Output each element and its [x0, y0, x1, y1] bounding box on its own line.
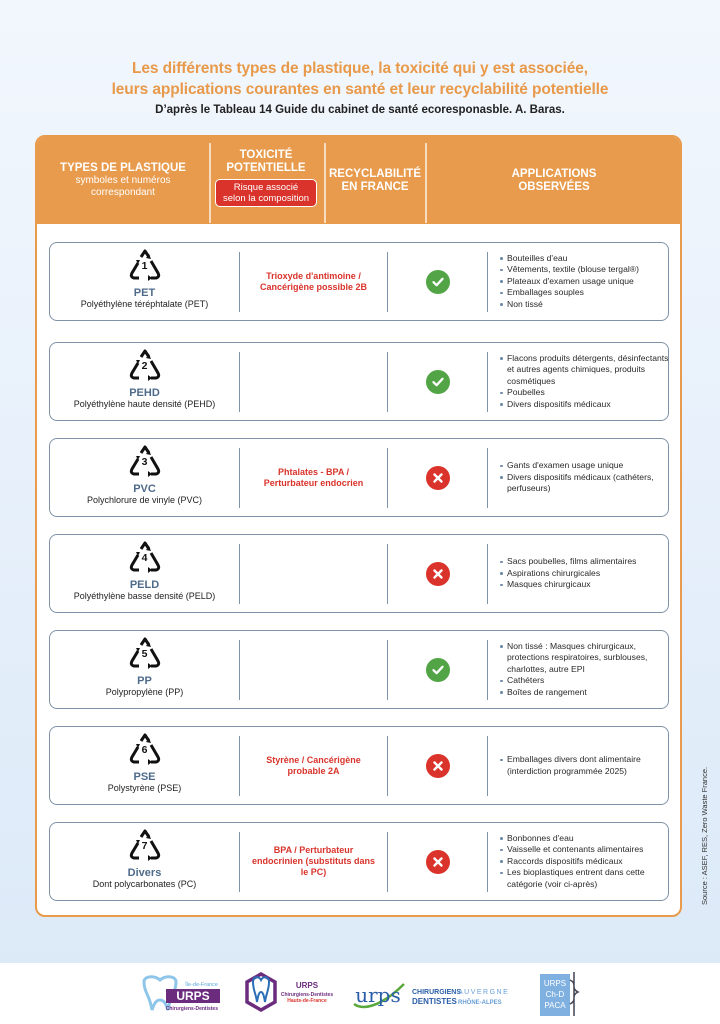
applications-list: [500, 460, 670, 495]
recycling-symbol-icon: [127, 541, 163, 575]
plastic-name: Polyéthylène basse densité (PELD): [73, 591, 216, 601]
resin-code-number: 2: [141, 360, 148, 372]
plastic-type-cell: [50, 439, 239, 516]
resin-code-number: 5: [141, 648, 148, 660]
plastic-code: PEHD: [129, 387, 160, 399]
recycling-symbol-icon: [127, 637, 163, 671]
plastic-name: Dont polycarbonates (PC): [92, 879, 197, 889]
resin-code-number: 7: [141, 840, 148, 852]
recyclability-cell: [388, 439, 488, 516]
cross-icon: [426, 850, 450, 874]
header-col2-title1: TOXICITÉ: [239, 149, 293, 161]
application-item: Cathéters: [500, 675, 670, 687]
risk-badge-line2: selon la composition: [222, 193, 310, 204]
application-item: Les bioplastiques entrent dans cette catégorie (voir ci-après): [500, 867, 670, 890]
header-col1-sub1: symboles et numéros: [75, 175, 171, 186]
resin-code-number: 6: [141, 744, 148, 756]
plastic-code: Divers: [127, 867, 162, 879]
recyclability-cell: [388, 535, 488, 612]
plastic-type-cell: [50, 343, 239, 420]
check-icon: [426, 370, 450, 394]
logo-urps-auvergne-rhone-alpes: [352, 974, 512, 1014]
plastic-name: Polyéthylène téréphtalate (PET): [80, 299, 209, 309]
check-icon: [426, 658, 450, 682]
table-row: [49, 630, 669, 709]
plastic-code: PP: [137, 675, 152, 687]
source-note: Source : ASEF, RES, Zero Waste France.: [700, 766, 709, 905]
table-row: [49, 342, 669, 421]
plastic-type-cell: [50, 727, 239, 804]
recyclability-cell: [388, 343, 488, 420]
application-item: Boîtes de rangement: [500, 687, 670, 699]
logo-ara-line2b: RHÔNE-ALPES: [458, 1000, 502, 1006]
application-item: Non tissé: [500, 299, 639, 311]
logo-idf-name: URPS: [176, 989, 210, 1003]
page-subtitle: D’après le Tableau 14 Guide du cabinet de santé ecoresponasble. A. Baras.: [155, 104, 565, 116]
toxicity-text: [240, 631, 387, 708]
applications-list: [500, 353, 670, 411]
application-item: Emballages souples: [500, 287, 639, 299]
recyclability-cell: [388, 243, 488, 320]
plastic-type-cell: [50, 823, 239, 900]
plastic-code: PSE: [133, 771, 156, 783]
application-item: Aspirations chirurgicales: [500, 568, 636, 580]
applications-cell: [488, 535, 670, 612]
header-col3-title1: RECYCLABILITÉ: [329, 167, 421, 180]
logo-urps-paca: [538, 974, 583, 1014]
table-row: [49, 242, 669, 321]
table-row: [49, 822, 669, 901]
header-col2-title2: POTENTIELLE: [226, 162, 306, 174]
toxicity-text: [240, 343, 387, 420]
header-toxicity: [210, 137, 322, 224]
resin-code-number: 3: [141, 456, 148, 468]
plastic-type-cell: [50, 243, 239, 320]
application-item: Bouteilles d'eau: [500, 253, 639, 265]
applications-cell: [488, 439, 670, 516]
recycling-symbol-icon: [127, 445, 163, 479]
plastic-name: Polypropylène (PP): [105, 687, 184, 697]
logo-hdf-sub2: Hauts-de-France: [287, 998, 327, 1004]
logo-idf-sub: Chirurgiens-Dentistes: [165, 1006, 218, 1012]
logo-paca-line3: PACA: [544, 1001, 566, 1010]
applications-list: [500, 253, 639, 311]
footer-logos: [0, 963, 720, 1024]
recycling-symbol-icon: [127, 249, 163, 283]
table-header: [37, 137, 680, 224]
application-item: Plateaux d'examen usage unique: [500, 276, 639, 288]
header-col4-title1: APPLICATIONS: [511, 167, 597, 180]
application-item: Bonbonnes d'eau: [500, 833, 670, 845]
plastic-name: Polychlorure de vinyle (PVC): [86, 495, 203, 505]
title-line-1: Les différents types de plastique, la toxicité qui y est associée,: [132, 60, 588, 77]
application-item: Sacs poubelles, films alimentaires: [500, 556, 636, 568]
plastic-type-cell: [50, 631, 239, 708]
plastics-table: [35, 135, 682, 917]
recyclability-cell: [388, 823, 488, 900]
table-row: [49, 534, 669, 613]
header-recyclability: [325, 137, 425, 224]
plastic-code: PVC: [133, 483, 156, 495]
applications-cell: [488, 631, 670, 708]
application-item: Vêtements, textile (blouse tergal®): [500, 264, 639, 276]
table-row: [49, 438, 669, 517]
applications-cell: [488, 343, 670, 420]
applications-list: [500, 641, 670, 699]
toxicity-text: Phtalates - BPA / Perturbateur endocrien: [263, 466, 364, 488]
risk-badge-line1: Risque associé: [233, 182, 299, 193]
cross-icon: [426, 466, 450, 490]
logo-urps-ile-de-france: [140, 974, 222, 1014]
cross-icon: [426, 754, 450, 778]
applications-list: [500, 556, 636, 591]
applications-list: [500, 754, 670, 777]
risk-badge: [215, 179, 317, 207]
recycling-symbol-icon: [127, 349, 163, 383]
logo-urps-hauts-de-france: [245, 974, 335, 1014]
application-item: Poubelles: [500, 387, 670, 399]
application-item: Raccords dispositifs médicaux: [500, 856, 670, 868]
check-icon: [426, 270, 450, 294]
resin-code-number: 1: [141, 260, 148, 272]
applications-cell: [488, 727, 670, 804]
logo-hdf-name: URPS: [295, 981, 319, 990]
logo-idf-region: Île-de-France: [185, 982, 218, 988]
plastic-name: Polystyrène (PSE): [107, 783, 182, 793]
plastic-type-cell: [50, 535, 239, 612]
logo-paca-line2: Ch-D: [545, 990, 565, 999]
recyclability-cell: [388, 727, 488, 804]
header-applications: [426, 137, 682, 224]
logo-hdf-sub1: Chirurgiens-Dentistes: [280, 992, 334, 998]
cross-icon: [426, 562, 450, 586]
applications-cell: [488, 823, 670, 900]
resin-code-number: 4: [141, 552, 148, 564]
title-line-2: leurs applications courantes en santé et leur recyclabilité potentielle: [111, 81, 609, 98]
recycling-symbol-icon: [127, 733, 163, 767]
plastic-code: PELD: [129, 579, 160, 591]
header-col4-title2: OBSERVÉES: [518, 180, 590, 193]
logo-ara-line2a: DENTISTES: [412, 997, 457, 1006]
logo-ara-line1a: CHIRURGIENS: [412, 989, 462, 996]
applications-cell: [488, 243, 670, 320]
recycling-symbol-icon: [127, 829, 163, 863]
header-plastic-types: [37, 137, 209, 224]
toxicity-text: Trioxyde d'antimoine / Cancérigène possible 2B: [259, 270, 368, 292]
plastic-code: PET: [133, 287, 156, 299]
table-row: [49, 726, 669, 805]
toxicity-text: [240, 535, 387, 612]
page-title: [0, 58, 720, 100]
application-item: Vaisselle et contenants alimentaires: [500, 844, 670, 856]
application-item: Non tissé : Masques chirurgicaux, protections respiratoires, surblouses, charlottes, autre EPI: [500, 641, 670, 676]
logo-ara-name: urps: [355, 983, 401, 1007]
application-item: Emballages divers dont alimentaire (interdiction programmée 2025): [500, 754, 670, 777]
application-item: Gants d'examen usage unique: [500, 460, 670, 472]
application-item: Divers dispositifs médicaux: [500, 399, 670, 411]
application-item: Flacons produits détergents, désinfectants et autres agents chimiques, produits cosmétiques: [500, 353, 670, 388]
logo-ara-line1b: AUVERGNE: [458, 989, 510, 996]
applications-list: [500, 833, 670, 891]
application-item: Divers dispositifs médicaux (cathéters, perfuseurs): [500, 472, 670, 495]
plastic-name: Polyéthylène haute densité (PEHD): [73, 399, 216, 409]
header-col3-title2: EN FRANCE: [341, 180, 409, 193]
recyclability-cell: [388, 631, 488, 708]
toxicity-text: Styrène / Cancérigène probable 2A: [266, 754, 361, 776]
header-col1-sub2: correspondant: [91, 187, 155, 198]
header-col1-title: TYPES DE PLASTIQUE: [60, 162, 186, 174]
logo-paca-line1: URPS: [543, 979, 567, 988]
application-item: Masques chirurgicaux: [500, 579, 636, 591]
toxicity-text: BPA / Perturbateur endocrinien (substituts dans le PC): [251, 845, 375, 877]
